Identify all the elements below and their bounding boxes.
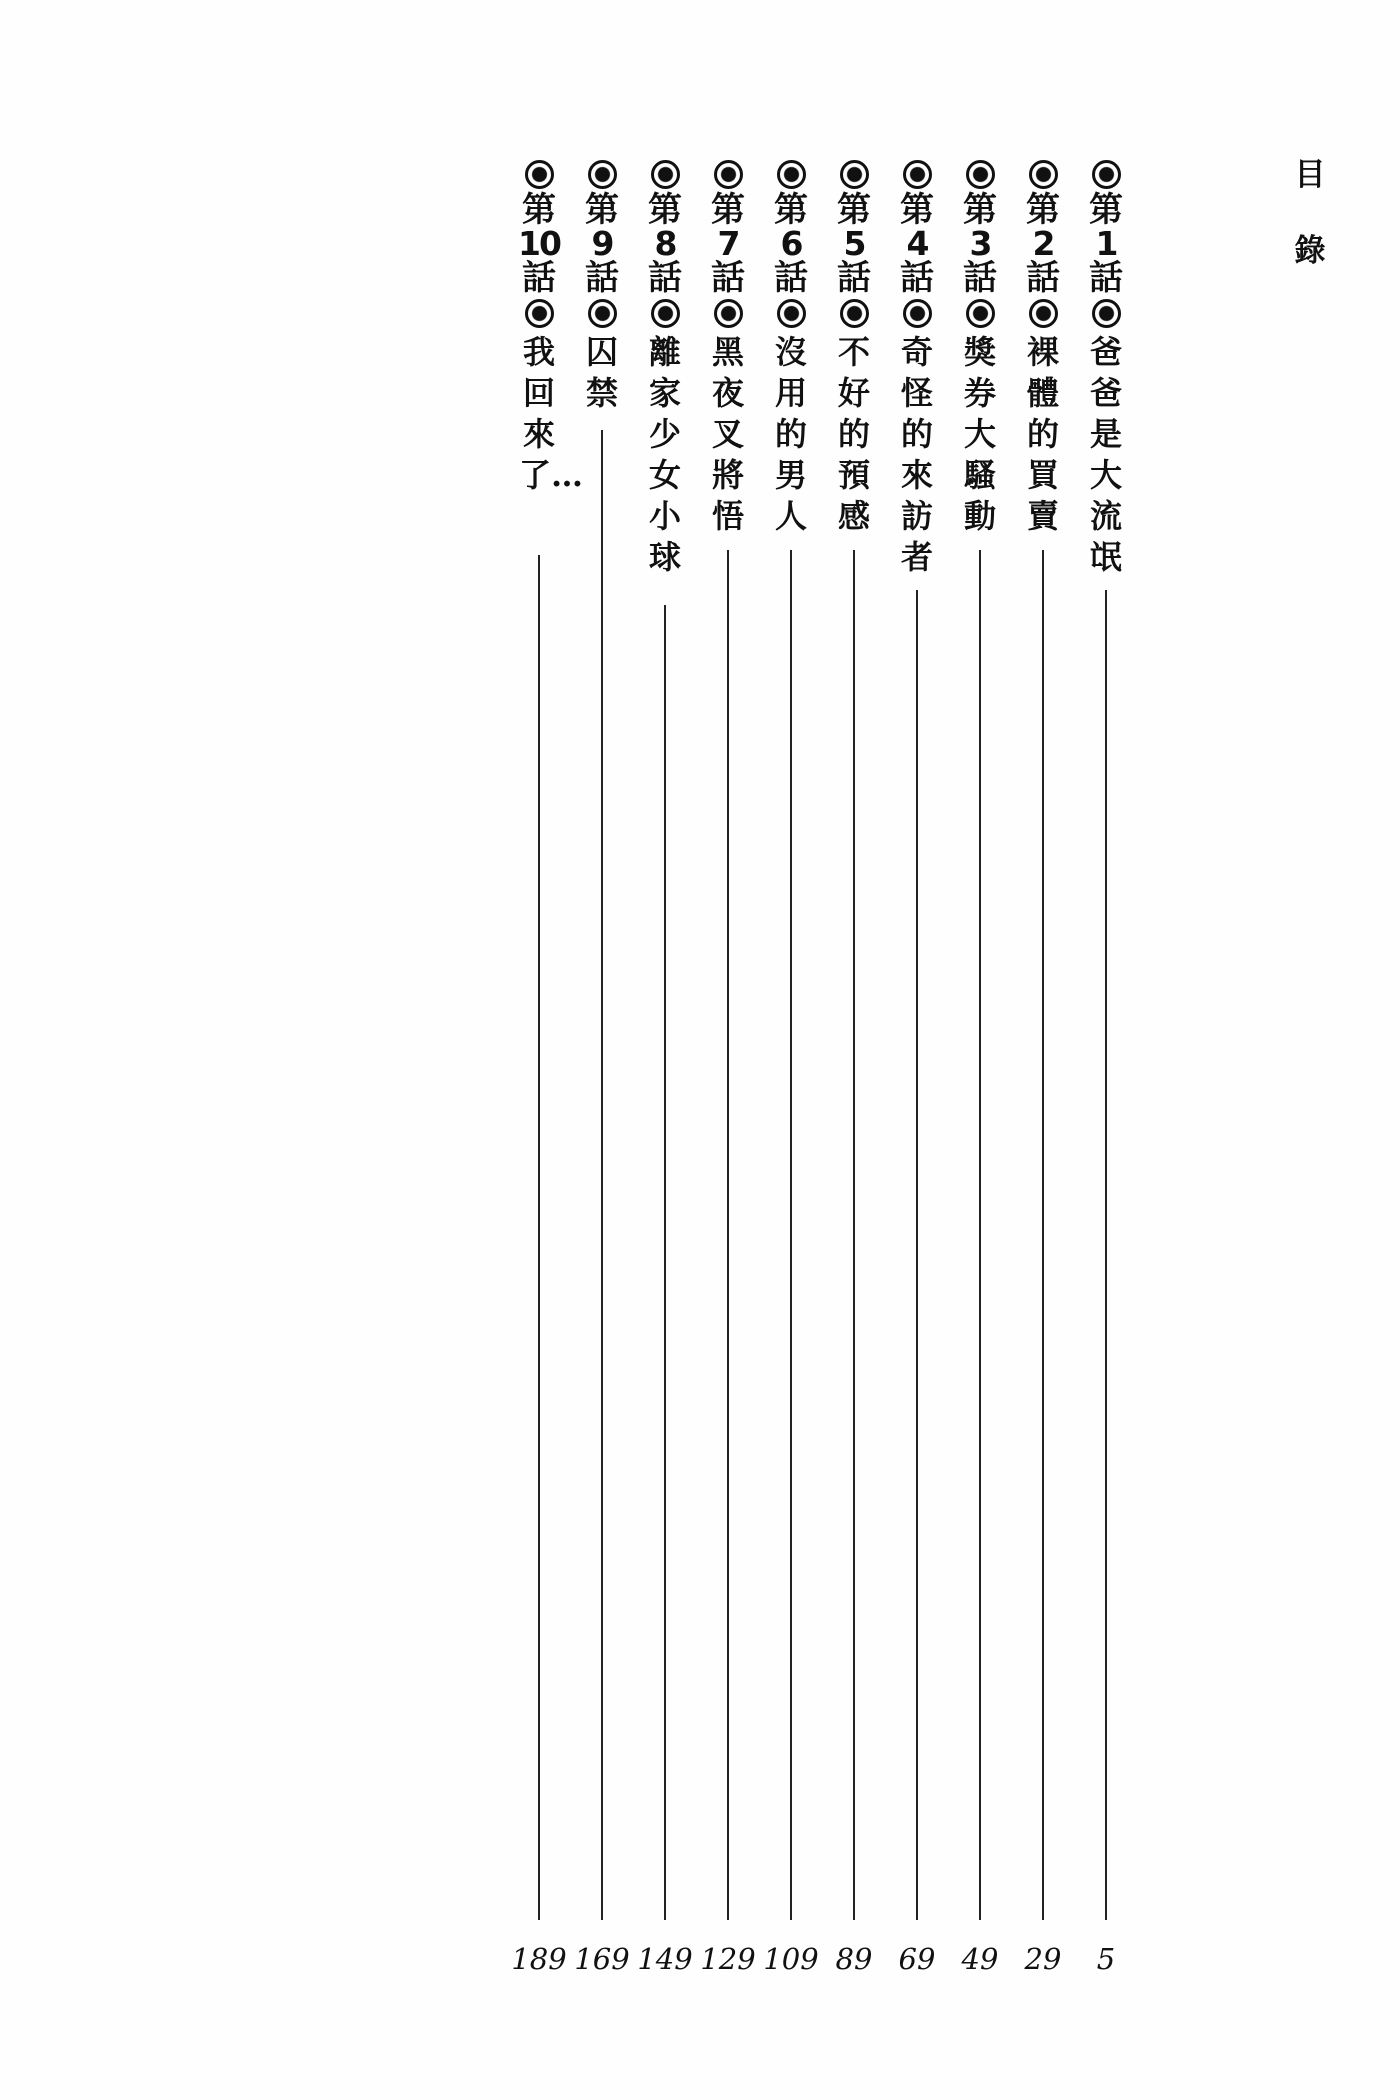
dot-leader-line xyxy=(1042,550,1044,1920)
bullet-icon xyxy=(840,160,869,189)
chapter-suffix: 話 xyxy=(585,258,619,298)
dot-leader-line xyxy=(1105,590,1107,1920)
chapter-label xyxy=(576,158,628,414)
chapter-prefix: 第 xyxy=(522,190,556,230)
chapter-label xyxy=(765,158,817,537)
page-number: 109 xyxy=(763,1942,819,1976)
dot-leader-line xyxy=(790,550,792,1920)
bullet-icon xyxy=(525,299,554,328)
chapter-suffix: 話 xyxy=(774,258,808,298)
bullet-icon xyxy=(525,160,554,189)
chapter-suffix: 話 xyxy=(900,258,934,298)
page-number: 5 xyxy=(1096,1942,1116,1976)
page-number: 149 xyxy=(637,1942,693,1976)
chapter-suffix: 話 xyxy=(1089,258,1123,298)
toc-entry-chapter-10[interactable] xyxy=(511,0,584,2100)
bullet-icon xyxy=(651,160,680,189)
dot-leader-line xyxy=(664,605,666,1920)
chapter-title: 離家少女小球 xyxy=(648,333,681,576)
chapter-title: 囚禁 xyxy=(585,333,618,412)
bullet-icon xyxy=(588,160,617,189)
chapter-title: 沒用的男人 xyxy=(774,333,807,535)
chapter-number: 2 xyxy=(1032,224,1054,263)
chapter-prefix: 第 xyxy=(774,190,808,230)
chapter-suffix: 話 xyxy=(837,258,871,298)
page-number: 49 xyxy=(961,1942,999,1976)
chapter-number: 7 xyxy=(717,224,739,263)
dot-leader-line xyxy=(853,550,855,1920)
toc-entry-chapter-7[interactable] xyxy=(702,0,754,2100)
toc-entry-chapter-3[interactable] xyxy=(954,0,1006,2100)
toc-entry-chapter-8[interactable] xyxy=(639,0,691,2100)
page-number: 189 xyxy=(511,1942,567,1976)
chapter-label xyxy=(954,158,1006,537)
chapter-prefix: 第 xyxy=(585,190,619,230)
bullet-icon xyxy=(1092,160,1121,189)
chapter-label xyxy=(1017,158,1069,537)
bullet-icon xyxy=(840,299,869,328)
chapter-prefix: 第 xyxy=(1089,190,1123,230)
chapter-label xyxy=(828,158,880,537)
chapter-prefix: 第 xyxy=(1026,190,1060,230)
bullet-icon xyxy=(777,160,806,189)
chapter-prefix: 第 xyxy=(963,190,997,230)
chapter-number: 3 xyxy=(969,224,991,263)
toc-entry-chapter-5[interactable] xyxy=(828,0,880,2100)
toc-heading-char-2: 錄 xyxy=(1294,233,1326,269)
dot-leader-line xyxy=(538,555,540,1920)
chapter-suffix: 話 xyxy=(648,258,682,298)
dot-leader-line xyxy=(916,590,918,1920)
bullet-icon xyxy=(714,299,743,328)
chapter-number: 4 xyxy=(906,224,928,263)
chapter-title: 黑夜叉將悟 xyxy=(711,333,744,535)
toc-entry-chapter-4[interactable] xyxy=(891,0,943,2100)
chapter-prefix: 第 xyxy=(648,190,682,230)
chapter-title: 不好的預感 xyxy=(837,333,870,535)
chapter-prefix: 第 xyxy=(711,190,745,230)
bullet-icon xyxy=(588,299,617,328)
bullet-icon xyxy=(714,160,743,189)
chapter-title: 獎券大騷動 xyxy=(963,333,996,535)
chapter-title: 裸體的買賣 xyxy=(1026,333,1059,535)
dot-leader-line xyxy=(727,550,729,1920)
chapter-prefix: 第 xyxy=(900,190,934,230)
chapter-suffix: 話 xyxy=(522,258,556,298)
chapter-title: 爸爸是大流氓 xyxy=(1089,333,1122,576)
chapter-number: 5 xyxy=(843,224,865,263)
chapter-label xyxy=(639,158,691,578)
chapter-number: 1 xyxy=(1095,224,1117,263)
page-number: 169 xyxy=(574,1942,630,1976)
bullet-icon xyxy=(1092,299,1121,328)
page-number: 129 xyxy=(700,1942,756,1976)
toc-entry-chapter-1[interactable] xyxy=(1080,0,1132,2100)
chapter-suffix: 話 xyxy=(1026,258,1060,298)
toc-heading-char-1: 目 xyxy=(1294,157,1326,193)
chapter-number: 6 xyxy=(780,224,802,263)
bullet-icon xyxy=(1029,299,1058,328)
page-number: 89 xyxy=(835,1942,873,1976)
bullet-icon xyxy=(777,299,806,328)
bullet-icon xyxy=(903,299,932,328)
toc-entry-chapter-9[interactable] xyxy=(576,0,628,2100)
chapter-number: 8 xyxy=(654,224,676,263)
bullet-icon xyxy=(966,299,995,328)
bullet-icon xyxy=(1029,160,1058,189)
page-number: 29 xyxy=(1024,1942,1062,1976)
dot-leader-line xyxy=(979,550,981,1920)
chapter-label xyxy=(702,158,754,537)
chapter-suffix: 話 xyxy=(711,258,745,298)
dot-leader-line xyxy=(601,430,603,1920)
chapter-title: 奇怪的來訪者 xyxy=(900,333,933,576)
chapter-label xyxy=(891,158,943,578)
chapter-label xyxy=(1080,158,1132,578)
page-number: 69 xyxy=(898,1942,936,1976)
toc-entry-chapter-6[interactable] xyxy=(765,0,817,2100)
chapter-number: 10 xyxy=(518,224,560,263)
toc-entry-chapter-2[interactable] xyxy=(1017,0,1069,2100)
chapter-title: 我回來了… xyxy=(519,333,584,494)
chapter-number: 9 xyxy=(591,224,613,263)
bullet-icon xyxy=(903,160,932,189)
chapter-prefix: 第 xyxy=(837,190,871,230)
bullet-icon xyxy=(966,160,995,189)
bullet-icon xyxy=(651,299,680,328)
chapter-label xyxy=(513,158,584,496)
chapter-suffix: 話 xyxy=(963,258,997,298)
